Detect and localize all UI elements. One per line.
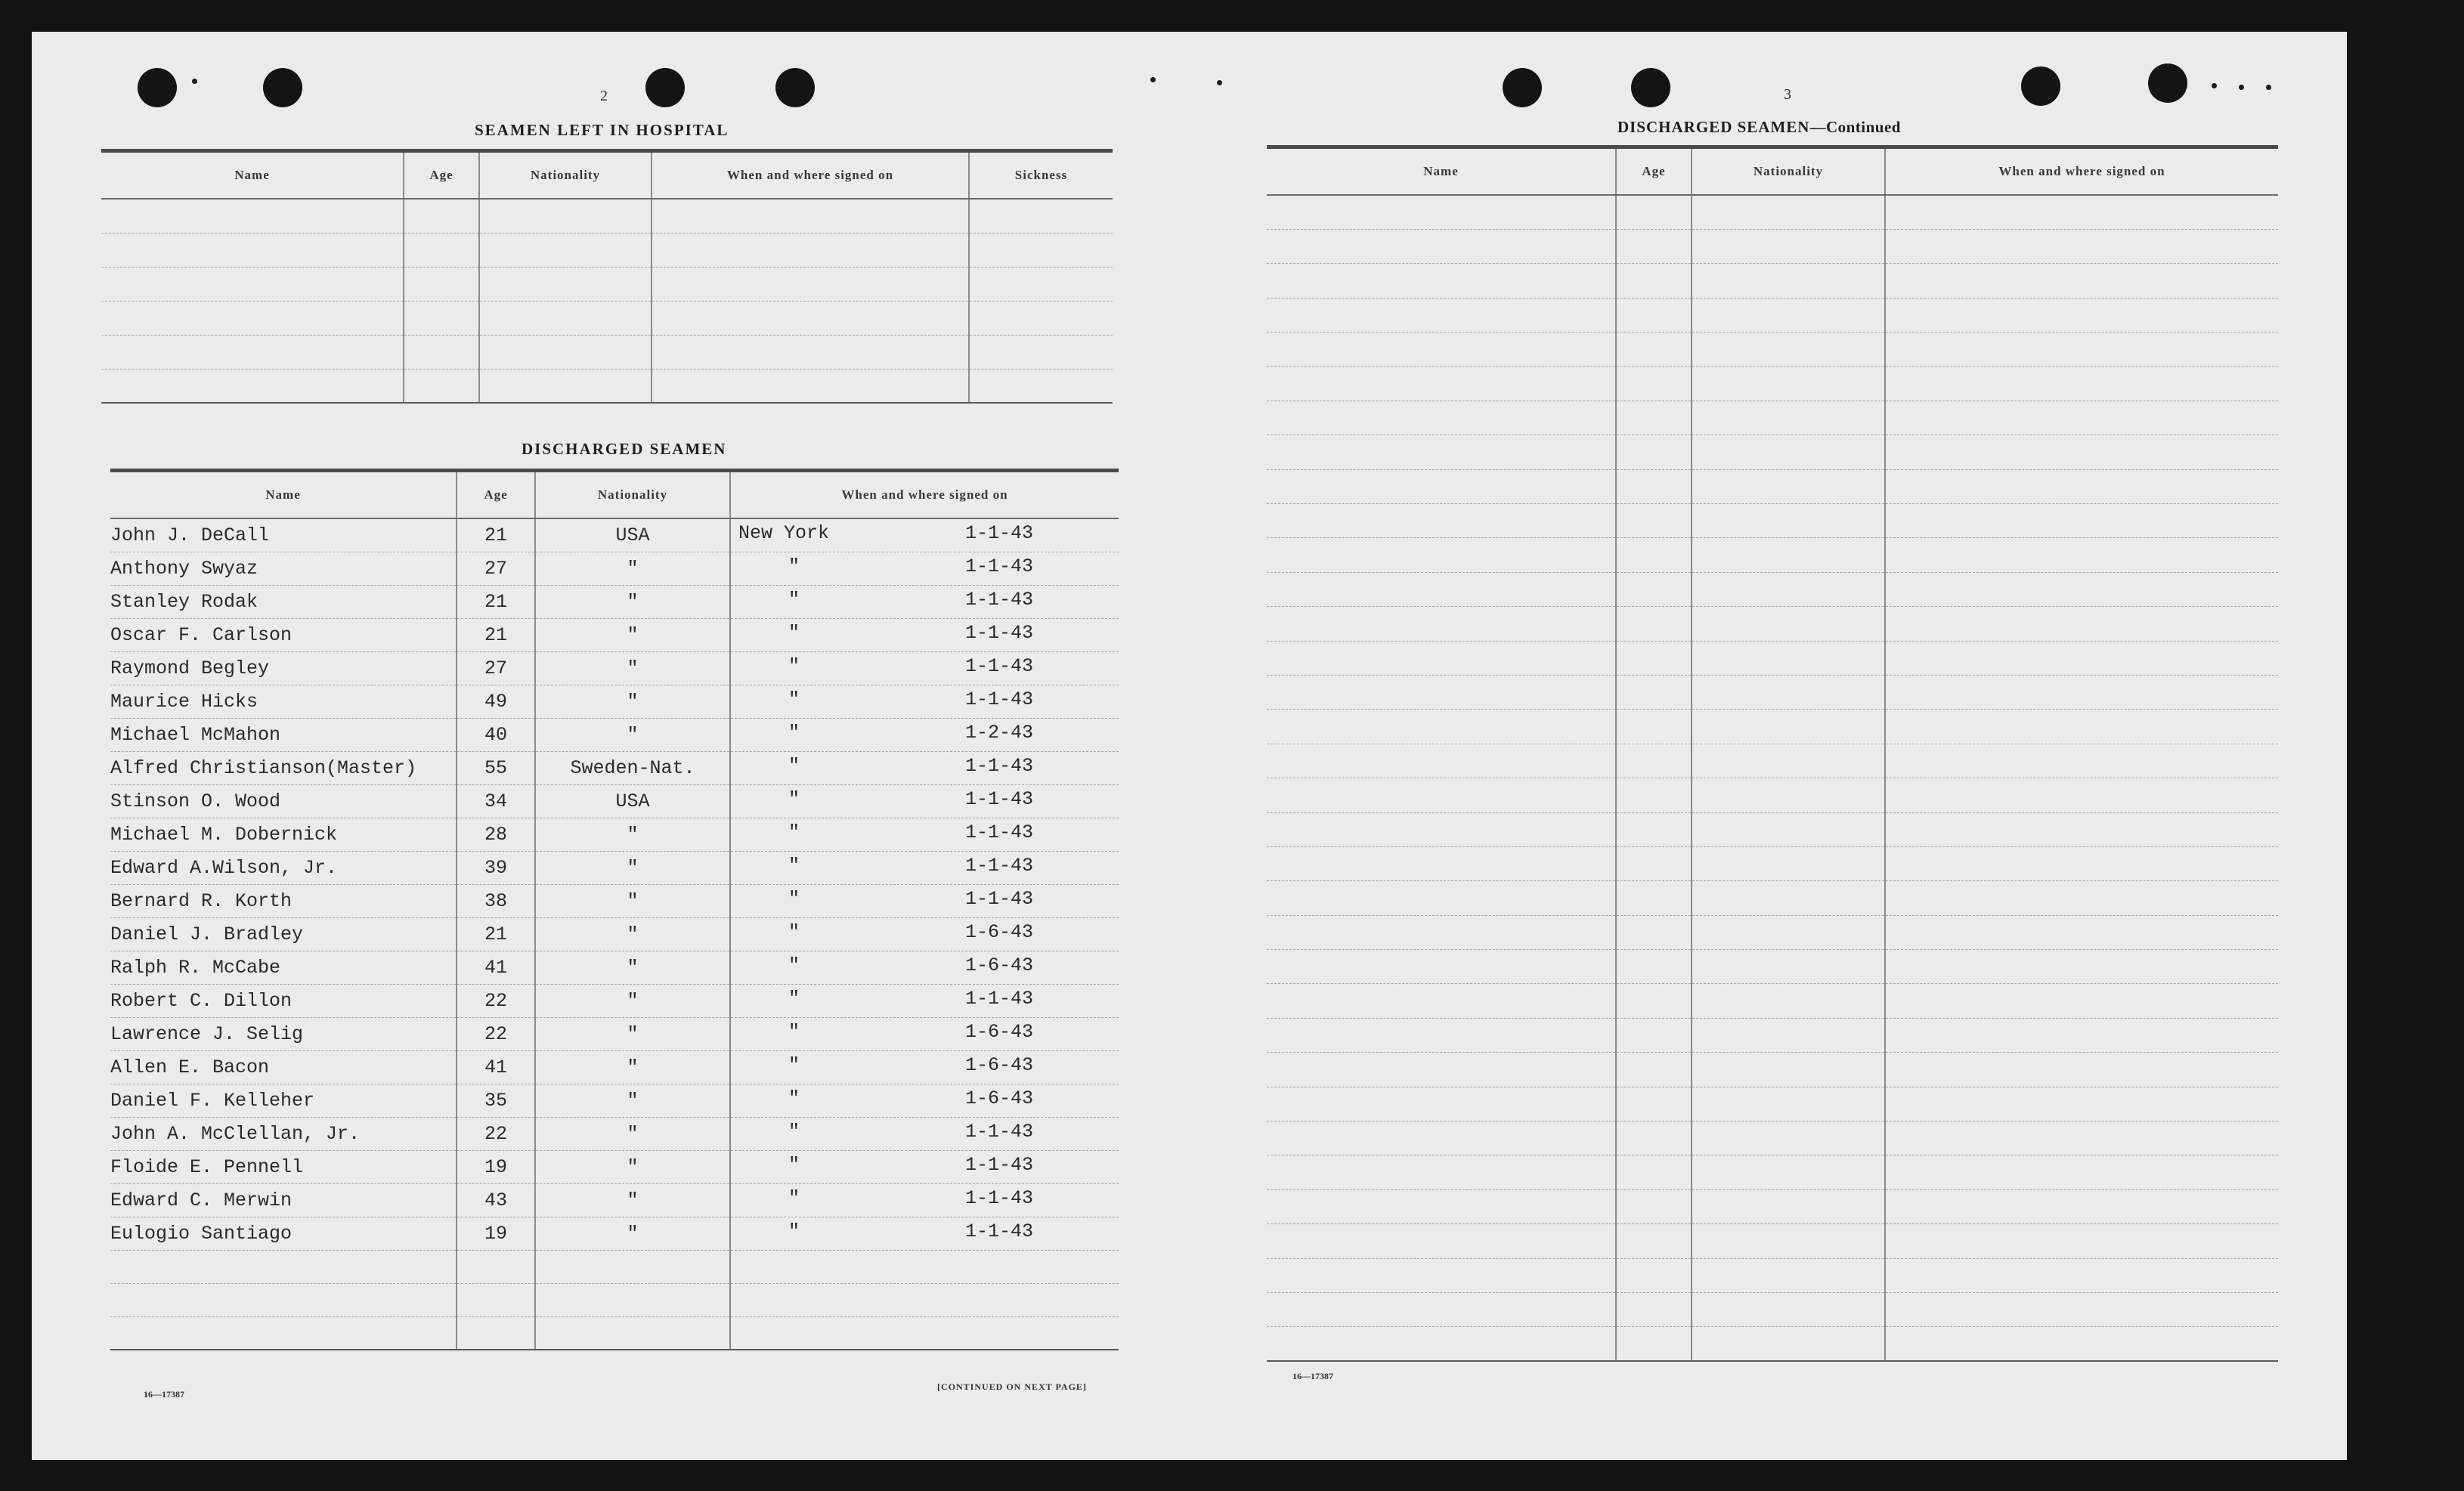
blank-row: [1267, 812, 2278, 846]
cell-date: 1-1-43: [965, 555, 1034, 577]
cell-date: 1-1-43: [965, 688, 1034, 710]
cell-place: ": [788, 1087, 800, 1109]
cell-age: 35: [457, 1084, 535, 1117]
blank-row: [1267, 469, 2278, 503]
blank-rows: [1267, 195, 2278, 1361]
blank-row: [1267, 950, 2278, 984]
cell-place: ": [788, 1220, 800, 1242]
cell-nationality: ": [535, 1183, 730, 1217]
blank-row: [1267, 984, 2278, 1018]
cell-signed-on: [730, 751, 1119, 784]
cell-nationality: ": [535, 585, 730, 618]
cell-nationality: ": [535, 1084, 730, 1117]
col-header-signed-on: When and where signed on: [652, 151, 969, 200]
cell-place: New York: [738, 522, 830, 544]
cell-age: 19: [457, 1150, 535, 1183]
cell-name: Raymond Begley: [110, 651, 457, 685]
cell-place: ": [788, 688, 800, 710]
table-row: [110, 651, 1119, 685]
document-sheet: [32, 32, 2347, 1460]
cell-place: ": [788, 754, 800, 777]
blank-row: [1267, 1327, 2278, 1361]
cell-age: 41: [457, 1050, 535, 1084]
cell-place: ": [788, 1020, 800, 1043]
table-row: [110, 751, 1119, 784]
cell-nationality: ": [535, 1117, 730, 1150]
binder-hole: [2021, 67, 2060, 106]
blank-row: [1267, 401, 2278, 435]
col-header-age: Age: [457, 471, 535, 519]
cell-signed-on: [730, 585, 1119, 618]
blank-row: [1267, 1087, 2278, 1121]
cell-signed-on: [730, 784, 1119, 818]
cell-date: 1-6-43: [965, 1053, 1034, 1076]
blank-row: [1267, 264, 2278, 298]
cell-date: 1-6-43: [965, 920, 1034, 943]
page-number-right: 3: [1784, 86, 1791, 103]
discharged-seamen-rows: [110, 518, 1119, 1350]
continued-note: [CONTINUED ON NEXT PAGE]: [937, 1381, 1087, 1392]
cell-nationality: ": [535, 917, 730, 951]
col-header-nationality: Nationality: [479, 151, 652, 200]
cell-nationality: Sweden-Nat.: [535, 751, 730, 784]
cell-nationality: ": [535, 1217, 730, 1250]
binder-hole: [263, 68, 302, 107]
cell-signed-on: [730, 651, 1119, 685]
cell-age: 39: [457, 851, 535, 884]
speck: [1217, 80, 1222, 85]
cell-signed-on: [730, 1017, 1119, 1050]
col-header-age: Age: [1616, 147, 1692, 196]
cell-date: 1-1-43: [965, 987, 1034, 1010]
continued-section-title: [1617, 118, 1901, 137]
hospital-table: [101, 149, 1113, 404]
table-row: [110, 1183, 1119, 1217]
cell-signed-on: [730, 1217, 1119, 1250]
blank-row: [1267, 1018, 2278, 1052]
hospital-header-row: [101, 151, 1113, 200]
blank-row: [1267, 1189, 2278, 1223]
table-row: [110, 1084, 1119, 1117]
cell-nationality: ": [535, 618, 730, 651]
cell-nationality: ": [535, 552, 730, 585]
col-header-sickness: Sickness: [969, 151, 1113, 200]
col-header-age: Age: [404, 151, 479, 200]
cell-date: 1-1-43: [965, 522, 1034, 544]
cell-signed-on: [730, 552, 1119, 585]
blank-row: [1267, 435, 2278, 469]
table-row: [110, 818, 1119, 851]
cell-name: Edward A.Wilson, Jr.: [110, 851, 457, 884]
cell-nationality: ": [535, 1050, 730, 1084]
cell-nationality: ": [535, 651, 730, 685]
cell-age: 28: [457, 818, 535, 851]
cell-nationality: ": [535, 718, 730, 751]
blank-row: [101, 335, 1113, 369]
cell-name: Oscar F. Carlson: [110, 618, 457, 651]
cell-nationality: ": [535, 851, 730, 884]
binder-hole: [1631, 68, 1670, 107]
cell-age: 34: [457, 784, 535, 818]
binder-hole: [1503, 68, 1542, 107]
cell-place: ": [788, 588, 800, 611]
blank-row: [1267, 881, 2278, 915]
continued-header-row: [1267, 147, 2278, 196]
cell-date: 1-1-43: [965, 1120, 1034, 1143]
cell-name: Stinson O. Wood: [110, 784, 457, 818]
cell-date: 1-6-43: [965, 954, 1034, 976]
binder-hole: [138, 68, 177, 107]
hospital-section-title: SEAMEN LEFT IN HOSPITAL: [475, 121, 729, 139]
table-row: [110, 784, 1119, 818]
col-header-nationality: Nationality: [1692, 147, 1885, 196]
cell-name: Maurice Hicks: [110, 685, 457, 718]
table-row: [110, 585, 1119, 618]
cell-age: 19: [457, 1217, 535, 1250]
blank-row: [1267, 333, 2278, 367]
cell-age: 43: [457, 1183, 535, 1217]
cell-name: Allen E. Bacon: [110, 1050, 457, 1084]
cell-age: 21: [457, 618, 535, 651]
blank-row: [1267, 846, 2278, 880]
cell-date: 1-6-43: [965, 1087, 1034, 1109]
cell-place: ": [788, 721, 800, 744]
cell-place: ": [788, 1186, 800, 1209]
blank-row: [1267, 1224, 2278, 1258]
speck: [2212, 83, 2217, 88]
cell-place: ": [788, 787, 800, 810]
cell-signed-on: [730, 884, 1119, 917]
col-header-signed-on: When and where signed on: [1885, 147, 2278, 196]
table-row: [110, 718, 1119, 751]
cell-place: ": [788, 954, 800, 976]
blank-row: [101, 199, 1113, 233]
table-row: [110, 1117, 1119, 1150]
blank-row: [1267, 675, 2278, 709]
blank-row: [101, 233, 1113, 267]
cell-name: Anthony Swyaz: [110, 552, 457, 585]
cell-name: Floide E. Pennell: [110, 1150, 457, 1183]
cell-nationality: ": [535, 1017, 730, 1050]
speck: [1150, 77, 1156, 82]
cell-nationality: ": [535, 984, 730, 1017]
table-row: [110, 984, 1119, 1017]
cell-date: 1-1-43: [965, 588, 1034, 611]
cell-date: 1-1-43: [965, 887, 1034, 910]
col-header-nationality: Nationality: [535, 471, 730, 519]
blank-row: [1267, 778, 2278, 812]
blank-row: [1267, 710, 2278, 744]
blank-row: [110, 1316, 1119, 1350]
cell-name: Stanley Rodak: [110, 585, 457, 618]
blank-row: [1267, 1258, 2278, 1292]
cell-signed-on: [730, 685, 1119, 718]
blank-row: [101, 267, 1113, 301]
cell-place: ": [788, 1053, 800, 1076]
blank-row: [1267, 229, 2278, 263]
cell-name: John A. McClellan, Jr.: [110, 1117, 457, 1150]
cell-age: 38: [457, 884, 535, 917]
discharged-continued-table: [1267, 145, 2278, 1362]
col-header-name: Name: [110, 471, 457, 519]
cell-nationality: USA: [535, 518, 730, 552]
blank-row: [110, 1250, 1119, 1283]
form-number-right: 16—17387: [1292, 1371, 1333, 1381]
cell-nationality: ": [535, 884, 730, 917]
cell-age: 27: [457, 552, 535, 585]
discharged-section-title: DISCHARGED SEAMEN: [522, 440, 727, 458]
cell-age: 49: [457, 685, 535, 718]
cell-age: 41: [457, 951, 535, 984]
blank-row: [1267, 572, 2278, 606]
continued-title-suffix: —Continued: [1809, 118, 1901, 136]
cell-signed-on: [730, 618, 1119, 651]
cell-date: 1-1-43: [965, 787, 1034, 810]
cell-name: Michael M. Dobernick: [110, 818, 457, 851]
blank-row: [1267, 298, 2278, 332]
cell-place: ": [788, 854, 800, 877]
cell-nationality: ": [535, 685, 730, 718]
col-header-name: Name: [101, 151, 404, 200]
blank-row: [1267, 1121, 2278, 1155]
cell-signed-on: [730, 518, 1119, 552]
cell-place: ": [788, 654, 800, 677]
cell-date: 1-1-43: [965, 621, 1034, 644]
cell-nationality: ": [535, 1150, 730, 1183]
table-row: [110, 685, 1119, 718]
binder-hole: [645, 68, 685, 107]
table-row: [110, 884, 1119, 917]
page-number-left: 2: [600, 88, 608, 104]
cell-name: Edward C. Merwin: [110, 1183, 457, 1217]
cell-signed-on: [730, 1050, 1119, 1084]
cell-age: 21: [457, 518, 535, 552]
cell-age: 22: [457, 1117, 535, 1150]
cell-date: 1-2-43: [965, 721, 1034, 744]
cell-name: Bernard R. Korth: [110, 884, 457, 917]
blank-row: [1267, 504, 2278, 538]
blank-row: [1267, 1053, 2278, 1087]
cell-nationality: USA: [535, 784, 730, 818]
cell-name: Michael McMahon: [110, 718, 457, 751]
cell-signed-on: [730, 818, 1119, 851]
cell-signed-on: [730, 951, 1119, 984]
binder-hole: [2148, 63, 2187, 103]
cell-name: Robert C. Dillon: [110, 984, 457, 1017]
cell-name: Daniel F. Kelleher: [110, 1084, 457, 1117]
cell-signed-on: [730, 1150, 1119, 1183]
cell-date: 1-1-43: [965, 754, 1034, 777]
form-number-left: 16—17387: [144, 1389, 184, 1400]
cell-date: 1-1-43: [965, 1153, 1034, 1176]
cell-age: 22: [457, 1017, 535, 1050]
cell-age: 27: [457, 651, 535, 685]
blank-row: [1267, 744, 2278, 778]
cell-date: 1-6-43: [965, 1020, 1034, 1043]
table-row: [110, 1217, 1119, 1250]
cell-nationality: ": [535, 951, 730, 984]
col-header-signed-on: When and where signed on: [730, 471, 1119, 519]
cell-name: Eulogio Santiago: [110, 1217, 457, 1250]
cell-date: 1-1-43: [965, 1220, 1034, 1242]
cell-place: ": [788, 821, 800, 843]
blank-row: [1267, 915, 2278, 949]
cell-date: 1-1-43: [965, 1186, 1034, 1209]
cell-signed-on: [730, 1084, 1119, 1117]
blank-row: [1267, 367, 2278, 401]
table-row: [110, 917, 1119, 951]
table-row: [110, 618, 1119, 651]
table-row: [110, 552, 1119, 585]
col-header-name: Name: [1267, 147, 1616, 196]
cell-place: ": [788, 555, 800, 577]
table-row: [110, 851, 1119, 884]
cell-place: ": [788, 887, 800, 910]
cell-place: ": [788, 987, 800, 1010]
discharged-seamen-table: [110, 469, 1119, 1350]
cell-name: Daniel J. Bradley: [110, 917, 457, 951]
blank-row: [1267, 641, 2278, 675]
blank-row: [101, 369, 1113, 403]
binder-hole: [775, 68, 815, 107]
cell-place: ": [788, 1120, 800, 1143]
cell-signed-on: [730, 917, 1119, 951]
cell-date: 1-1-43: [965, 654, 1034, 677]
cell-signed-on: [730, 718, 1119, 751]
blank-row: [1267, 195, 2278, 229]
cell-signed-on: [730, 851, 1119, 884]
blank-row: [110, 1283, 1119, 1316]
cell-place: ": [788, 1153, 800, 1176]
cell-name: John J. DeCall: [110, 518, 457, 552]
cell-age: 55: [457, 751, 535, 784]
speck: [2239, 85, 2244, 90]
cell-date: 1-1-43: [965, 821, 1034, 843]
blank-row: [1267, 538, 2278, 572]
blank-row: [1267, 607, 2278, 641]
blank-row: [101, 301, 1113, 335]
cell-place: ": [788, 920, 800, 943]
cell-name: Alfred Christianson(Master): [110, 751, 457, 784]
discharged-header-row: [110, 471, 1119, 519]
speck: [192, 79, 197, 84]
cell-signed-on: [730, 1117, 1119, 1150]
blank-row: [1267, 1293, 2278, 1327]
cell-name: Lawrence J. Selig: [110, 1017, 457, 1050]
speck: [2266, 85, 2271, 90]
cell-name: Ralph R. McCabe: [110, 951, 457, 984]
cell-age: 22: [457, 984, 535, 1017]
table-row: [110, 1050, 1119, 1084]
table-row: [110, 951, 1119, 984]
table-row: [110, 1150, 1119, 1183]
continued-title-main: DISCHARGED SEAMEN: [1617, 118, 1810, 136]
cell-age: 21: [457, 585, 535, 618]
cell-age: 40: [457, 718, 535, 751]
cell-signed-on: [730, 1183, 1119, 1217]
table-row: [110, 518, 1119, 552]
table-row: [110, 1017, 1119, 1050]
cell-age: 21: [457, 917, 535, 951]
cell-signed-on: [730, 984, 1119, 1017]
cell-date: 1-1-43: [965, 854, 1034, 877]
cell-place: ": [788, 621, 800, 644]
cell-nationality: ": [535, 818, 730, 851]
blank-row: [1267, 1155, 2278, 1189]
